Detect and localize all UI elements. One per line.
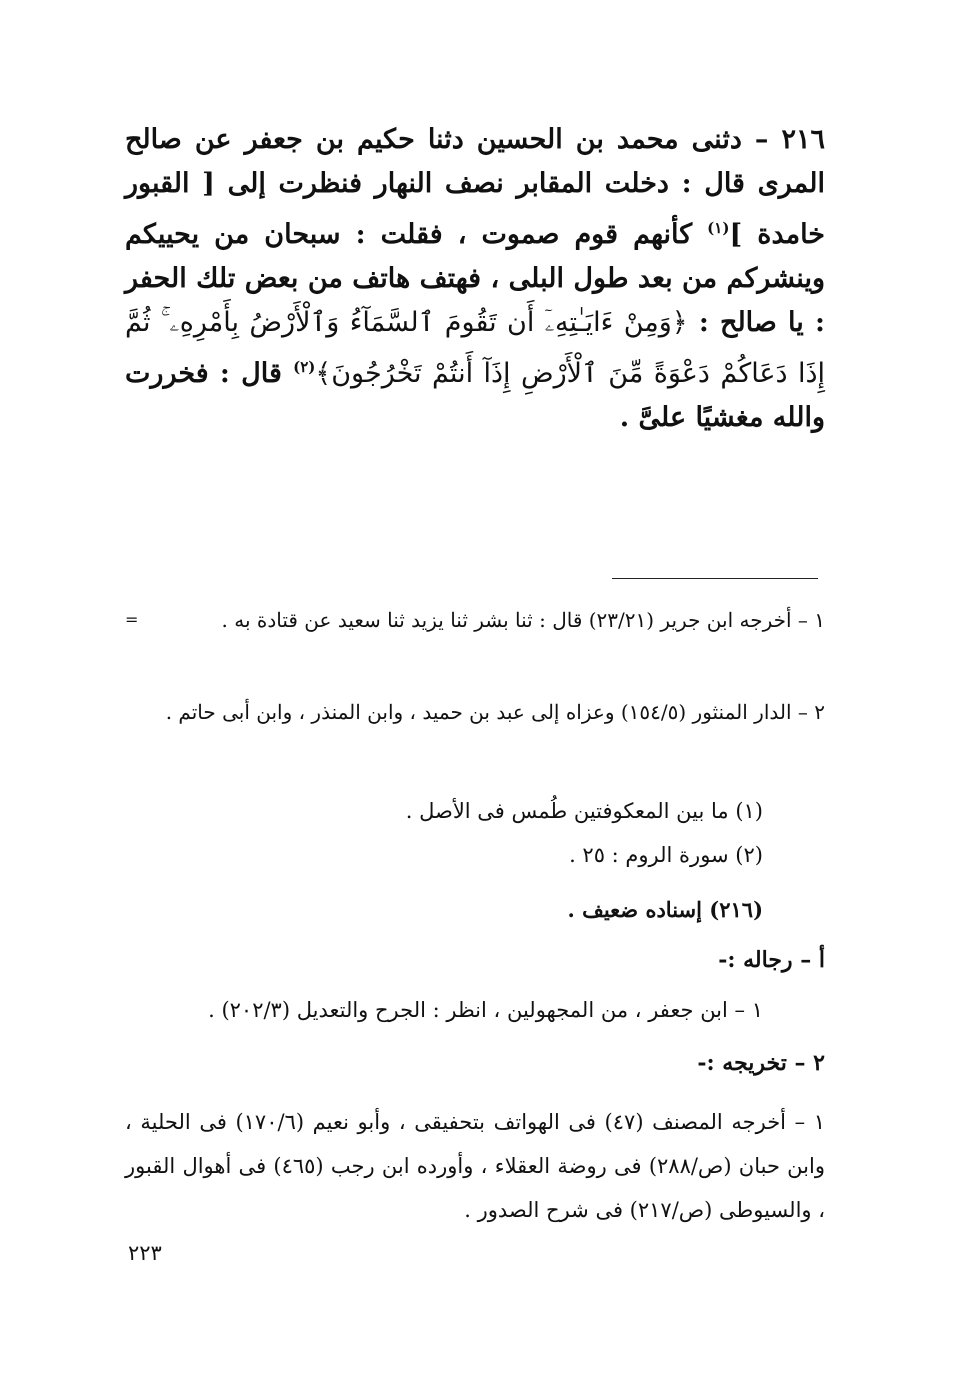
footnote-divider	[612, 578, 818, 579]
rijal-heading: أ – رجاله :-	[718, 947, 825, 973]
continued-footnote-2: ٢ – الدار المنثور (١٥٤/٥) وعزاه إلى عبد بن حميد ، وابن المنذر ، وابن أبى حاتم .	[165, 700, 825, 724]
main-narration	[125, 118, 825, 440]
rijal-item-1: ١ – ابن جعفر ، من المجهولين ، انظر : الجرح والتعديل (٢٠٢/٣) .	[208, 998, 763, 1022]
continued-footnote-1-text: ١ – أخرجه ابن جرير (٢٣/٢١) قال : ثنا بشر ثنا يزيد ثنا سعيد عن قتادة به .	[221, 608, 825, 632]
narration-text-part2: كأنهم قوم صموت ، فقلت : سبحان من يحييكم وينشركم من بعد طول البلى ، فهتف هاتف من بعض تلك الحفر : يا صالح :	[125, 219, 825, 338]
continuation-mark: =	[125, 610, 139, 629]
takhrij-paragraph: ١ – أخرجه المصنف (٤٧) فى الهواتف بتحفيقى ، وأبو نعيم (١٧٠/٦) فى الحلية ، وابن حبان (ص/٢٨٨) فى روضة العقلاء ، وأورده ابن رجب (٤٦٥) فى أهوال القبور ، والسيوطى (ص/٢١٧) فى شرح الصدور .	[125, 1110, 825, 1222]
footnote-1: (١) ما بين المعكوفتين طُمس فى الأصل .	[405, 799, 763, 823]
narration-text-part1: – دثنى محمد بن الحسين دثنا حكيم بن جعفر عن صالح المرى قال : دخلت المقابر نصف النهار فنظرت إلى [ القبور خامدة ]	[125, 124, 825, 250]
page-number: ٢٢٣	[128, 1241, 162, 1265]
narration-text-part3: قال : فخررت والله مغشيًا علىَّ .	[125, 358, 825, 433]
narration-number: ٢١٦	[781, 124, 825, 155]
footnote-2: (٢) سورة الروم : ٢٥ .	[569, 843, 763, 867]
footnote-216-grade: (٢١٦) إسناده ضعيف .	[567, 897, 763, 922]
footnote-ref-2: (٢)	[293, 358, 316, 376]
quran-verse: ﴿وَمِنْ ءَايَـٰتِهِۦٓ أَن تَقُومَ ٱلسَّمَآءُ وَٱلْأَرْضُ بِأَمْرِهِۦ ۚ ثُمَّ إِذَا دَعَاكُمْ دَعْوَةً مِّنَ ٱلْأَرْضِ إِذَآ أَنتُمْ تَخْرُجُونَ﴾	[125, 307, 825, 389]
takhrij-heading: ٢ – تخريجه :-	[697, 1050, 825, 1076]
continued-footnote-1	[125, 600, 825, 640]
footnote-ref-1: (١)	[707, 219, 730, 237]
